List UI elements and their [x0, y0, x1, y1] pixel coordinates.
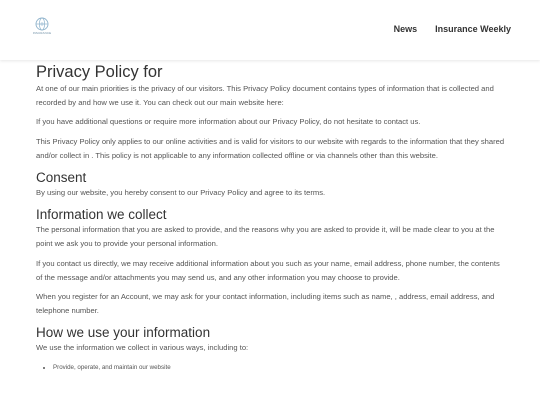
- information-collect-heading: Information we collect: [36, 207, 167, 223]
- intro-paragraph-1: At one of our main priorities is the privacy of our visitors. This Privacy Policy document contains types of information that is collected and recorded by and how we use it. You can check out our main website here:: [36, 84, 494, 108]
- information-paragraph-1: The personal information that you are asked to provide, and the reasons why you are asked to provide it, will be made clear to you at the point we ask you to provide your personal information.: [36, 225, 495, 249]
- use-list: [36, 361, 506, 375]
- how-we-use-heading: How we use your information: [36, 325, 211, 341]
- information-paragraph-2: If you contact us directly, we may receive additional information about you such as your name, email address, phone number, the contents of the message and/or attachments you may send us, and any other information you may choose to provide.: [36, 258, 500, 282]
- information-paragraph-3: When you register for an Account, we may ask for your contact information, including items such as name, , address, email address, and telephone number.: [36, 292, 495, 316]
- nav-insurance-weekly-link[interactable]: Insurance Weekly: [435, 24, 511, 34]
- list-item: • Provide, operate, and maintain our website: [53, 361, 506, 375]
- logo-text: INSURANCE: [32, 31, 52, 35]
- nav-news-link[interactable]: News: [393, 24, 418, 34]
- site-header: [0, 0, 540, 60]
- intro-paragraph-3: This Privacy Policy only applies to our online activities and is valid for visitors to our website with regards to the information that they shared and/or collect in . This policy is not applicable to any information collected offline or via channels other than this website.: [36, 136, 505, 160]
- main-nav: [394, 22, 511, 36]
- page-title: Privacy Policy for: [36, 63, 163, 81]
- consent-paragraph: By using our website, you hereby consent to our Privacy Policy and agree to its terms.: [36, 188, 326, 198]
- site-logo[interactable]: [29, 17, 55, 41]
- logo-globe-icon: [35, 17, 49, 31]
- consent-heading: Consent: [36, 170, 87, 186]
- how-we-use-paragraph: We use the information we collect in various ways, including to:: [36, 343, 249, 353]
- privacy-policy-content: [36, 60, 506, 375]
- intro-paragraph-2: If you have additional questions or require more information about our Privacy Policy, do not hesitate to contact us.: [36, 117, 421, 127]
